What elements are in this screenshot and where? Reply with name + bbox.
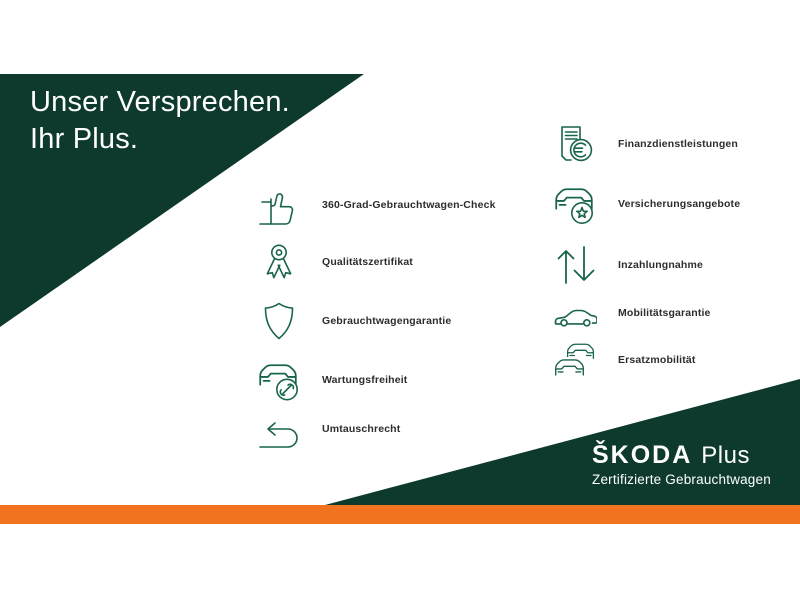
logo-brand-wordmark: ŠKODA [592, 441, 693, 469]
feature-label: Gebrauchtwagengarantie [322, 315, 452, 327]
invoice-euro-icon [553, 122, 597, 166]
feature-replacement-mobility [553, 338, 696, 382]
feature-360-check [257, 183, 496, 227]
feature-exchange-right [257, 407, 400, 451]
shield-icon [257, 299, 301, 343]
feature-trade-in [553, 243, 703, 287]
orange-stripe [0, 505, 800, 524]
trade-in-arrows-icon [553, 243, 597, 287]
feature-financial-services [553, 122, 738, 166]
feature-label: Wartungsfreiheit [322, 374, 408, 386]
feature-insurance-offers [553, 182, 740, 226]
feature-label: Finanzdienstleistungen [618, 138, 738, 150]
logo-suffix: Plus [701, 442, 750, 469]
logo-tagline: Zertifizierte Gebrauchtwagen [592, 472, 771, 487]
feature-quality-certificate [257, 240, 413, 284]
feature-label: Inzahlungnahme [618, 259, 703, 271]
feature-label: Mobilitätsgarantie [618, 307, 711, 319]
feature-warranty [257, 299, 451, 343]
feature-label: Umtauschrecht [322, 423, 401, 435]
car-side-icon [553, 291, 597, 335]
feature-maintenance [257, 358, 407, 402]
quality-certificate-icon [257, 240, 301, 284]
feature-label: 360-Grad-Gebrauchtwagen-Check [322, 199, 496, 211]
car-service-icon [257, 358, 301, 402]
feature-mobility-guarantee [553, 291, 711, 335]
headline [30, 84, 290, 158]
headline-line-2: Ihr Plus. [30, 123, 139, 155]
feature-label: Versicherungsangebote [618, 198, 741, 210]
feature-label: Qualitätszertifikat [322, 256, 413, 268]
two-cars-icon [553, 338, 597, 382]
skoda-plus-logo [592, 441, 771, 487]
thumbs-up-icon [257, 183, 301, 227]
return-arrow-icon [257, 407, 301, 451]
car-star-icon [553, 182, 597, 226]
headline-line-1: Unser Versprechen. [30, 86, 290, 118]
feature-label: Ersatzmobilität [618, 354, 696, 366]
